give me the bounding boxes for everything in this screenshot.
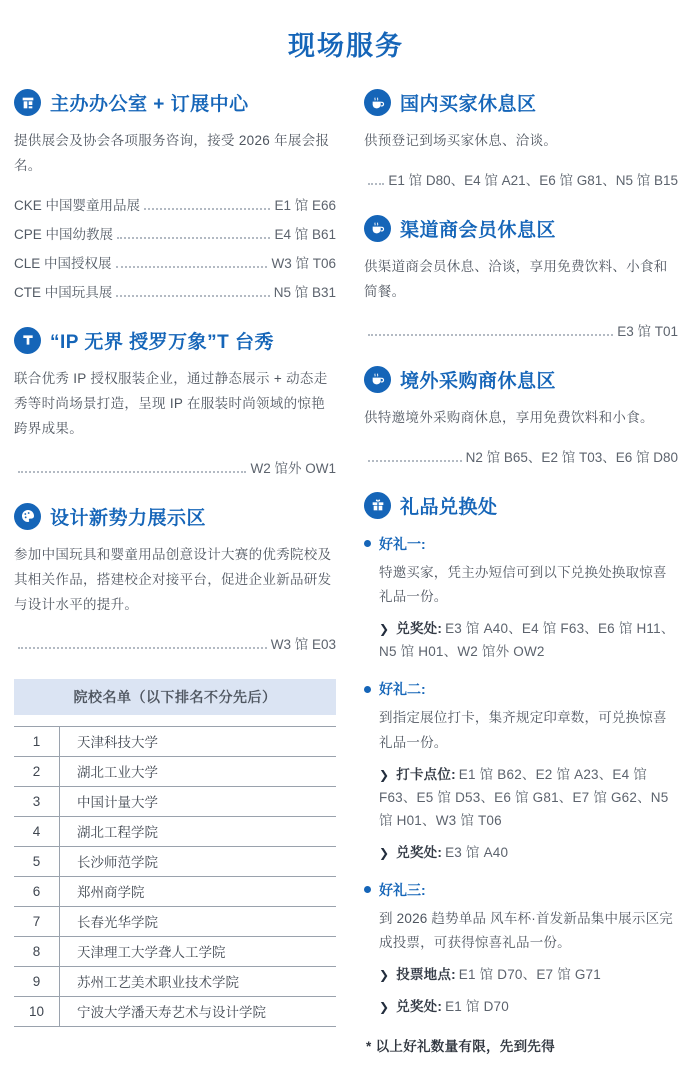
page-title: 现场服务 [288,31,404,61]
hall-location: W2 馆外 OW1 [250,460,336,476]
section-channel-member-header [364,215,678,242]
gift-item-3 [364,880,678,1019]
hall-location: W3 馆 T06 [271,255,336,271]
table-row [14,757,336,787]
gift-title [364,880,678,900]
gift-box-icon [364,492,391,519]
section-host-office-header [14,89,336,116]
hall-location: E3 馆 T01 [617,323,678,339]
row-number: 10 [14,997,60,1026]
point-value: E1 馆 D70、E7 馆 G71 [458,967,601,983]
dotted-leader [368,334,613,336]
left-column [14,89,336,1081]
university-name: 郑州商学院 [77,885,145,901]
table-row [14,997,336,1027]
coffee-cup-icon [364,366,391,393]
table-header: 院校名单（以下排名不分先后） [14,679,336,715]
bullet-dot-icon [364,540,371,547]
dotted-leader [368,183,384,185]
section-title: 主办办公室 + 订展中心 [50,94,249,115]
point-value: E1 馆 D70 [445,999,509,1015]
hall-location: N5 馆 B31 [273,284,336,300]
section-channel-member-lounge [364,215,678,340]
university-name: 中国计量大学 [77,795,158,811]
university-name: 长沙师范学院 [77,855,158,871]
location-row [364,311,678,340]
exhibition-booth-icon [14,89,41,116]
section-title: 设计新势力展示区 [50,507,207,529]
hall-location: N2 馆 B65、E2 馆 T03、E6 馆 D80 [465,449,678,465]
bullet-dot-icon [364,686,371,693]
university-name: 苏州工艺美术职业技术学院 [77,975,239,991]
table-row [14,787,336,817]
arrow-icon: ❯ [379,968,390,983]
table-row [14,937,336,967]
gift-point [379,764,678,833]
coffee-cup-icon [364,89,391,116]
point-value: E3 馆 A40、E4 馆 F63、E6 馆 H11、N5 馆 H01、W2 馆外 OW2 [379,621,675,660]
dotted-leader [18,647,267,649]
section-design-zone-header [14,503,336,530]
section-desc: 提供展会及协会各项服务咨询，接受 2026 年展会报名。 [14,133,330,173]
arrow-icon: ❯ [379,622,390,637]
location-row [14,448,336,477]
hall-location: E4 馆 B61 [274,226,336,242]
university-name: 天津科技大学 [77,735,158,751]
point-label: 兑奖处: [396,621,443,637]
gift-item-2 [364,679,678,864]
table-row [14,817,336,847]
gift-point [379,996,678,1019]
arrow-icon: ❯ [379,767,390,782]
section-host-office [14,89,336,301]
row-number: 3 [14,787,60,816]
section-overseas-buyers-header [364,366,678,393]
exhibition-entry [14,243,336,272]
point-label: 兑奖处: [396,844,443,860]
right-column [364,89,678,1081]
exhibition-name: CLE 中国授权展 [14,255,112,271]
row-number: 4 [14,817,60,846]
dotted-leader [144,208,270,210]
gift-desc: 特邀买家，凭主办短信可到以下兑换处换取惊喜礼品一份。 [379,564,667,605]
section-ip-runway-show [14,327,336,477]
point-value: E3 馆 A40 [445,844,509,860]
table-row [14,907,336,937]
dotted-leader [116,295,269,297]
row-number: 5 [14,847,60,876]
location-row [364,437,678,466]
point-label: 投票地点: [396,967,456,983]
row-number: 2 [14,757,60,786]
universities-table [14,679,336,1027]
section-gift-redemption-header [364,492,678,519]
gift-title [364,679,678,699]
letter-t-icon [14,327,41,354]
section-desc: 联合优秀 IP 授权服装企业，通过静态展示 + 动态走秀等时尚场景打造，呈现 IP 在服装时尚领域的惊艳跨界成果。 [14,370,328,436]
arrow-icon: ❯ [379,1000,390,1015]
exhibition-name: CPE 中国幼教展 [14,226,114,242]
gift-footnote: * 以上好礼数量有限，先到先得 [366,1039,556,1055]
section-domestic-buyers-header [364,89,678,116]
gift-point [379,618,678,664]
row-number: 6 [14,877,60,906]
arrow-icon: ❯ [379,845,390,860]
row-number: 8 [14,937,60,966]
exhibition-entry [14,185,336,214]
hall-location: E1 馆 E66 [274,197,336,213]
section-overseas-buyers-lounge [364,366,678,466]
row-number: 9 [14,967,60,996]
table-row [14,727,336,757]
university-name: 天津理工大学聋人工学院 [77,945,226,961]
exhibition-name: CTE 中国玩具展 [14,284,113,300]
two-column-layout [12,89,680,1081]
gift-desc: 到 2026 趋势单品 风车杯·首发新品集中展示区完成投票，可获得惊喜礼品一份。 [379,910,673,950]
university-name: 宁波大学潘天寿艺术与设计学院 [77,1005,266,1021]
section-title: 境外采购商休息区 [400,370,557,392]
section-ip-runway-header [14,327,336,354]
point-label: 打卡点位: [396,766,456,782]
dotted-leader [368,460,462,462]
table-row [14,967,336,997]
section-title: 国内买家休息区 [400,94,537,115]
dotted-leader [18,471,246,473]
point-label: 兑奖处: [396,999,443,1015]
gift-title-text: 好礼三: [379,881,426,898]
section-desc: 供渠道商会员休息、洽谈，享用免费饮料、小食和简餐。 [364,258,668,299]
section-domestic-buyers-lounge [364,89,678,189]
table-row [14,847,336,877]
section-gift-redemption [364,492,678,1055]
gift-point [379,964,678,987]
exhibition-name: CKE 中国婴童用品展 [14,197,141,213]
dotted-leader [117,237,270,239]
section-title: “IP 无界 授罗万象”T 台秀 [50,331,275,353]
university-name: 长春光华学院 [77,915,158,931]
hall-location: E1 馆 D80、E4 馆 A21、E6 馆 G81、N5 馆 B15 [388,172,678,188]
exhibition-entry [14,272,336,301]
section-title: 礼品兑换处 [400,496,498,518]
gift-title-text: 好礼一: [379,535,426,552]
location-row [364,160,678,189]
gift-item-1 [364,534,678,664]
bullet-dot-icon [364,886,371,893]
location-row [14,624,336,653]
coffee-cup-icon [364,215,391,242]
university-name: 湖北工程学院 [77,825,158,841]
section-desc: 供特邀境外采购商休息，享用免费饮料和小食。 [364,409,654,425]
table-body [14,726,336,1027]
section-title: 渠道商会员休息区 [400,219,557,241]
point-value: E1 馆 B62、E2 馆 A23、E4 馆 F63、E5 馆 D53、E6 馆 G81、E7 馆 G62、N5 馆 H01、W3 馆 T06 [379,766,669,828]
hall-location: W3 馆 E03 [270,636,336,652]
dotted-leader [116,266,268,268]
row-number: 1 [14,727,60,756]
design-palette-icon [14,503,41,530]
gift-desc: 到指定展位打卡，集齐规定印章数，可兑换惊喜礼品一份。 [379,710,667,750]
section-desc: 参加中国玩具和婴童用品创意设计大赛的优秀院校及其相关作品，搭建校企对接平台，促进企业新品研发与设计水平的提升。 [14,546,332,612]
university-name: 湖北工业大学 [77,765,158,781]
gift-title-text: 好礼二: [379,681,426,698]
section-desc: 供预登记到场买家休息、洽谈。 [364,133,558,148]
gift-point [379,842,678,865]
gift-title [364,534,678,554]
exhibition-entry [14,214,336,243]
row-number: 7 [14,907,60,936]
section-design-zone [14,503,336,653]
